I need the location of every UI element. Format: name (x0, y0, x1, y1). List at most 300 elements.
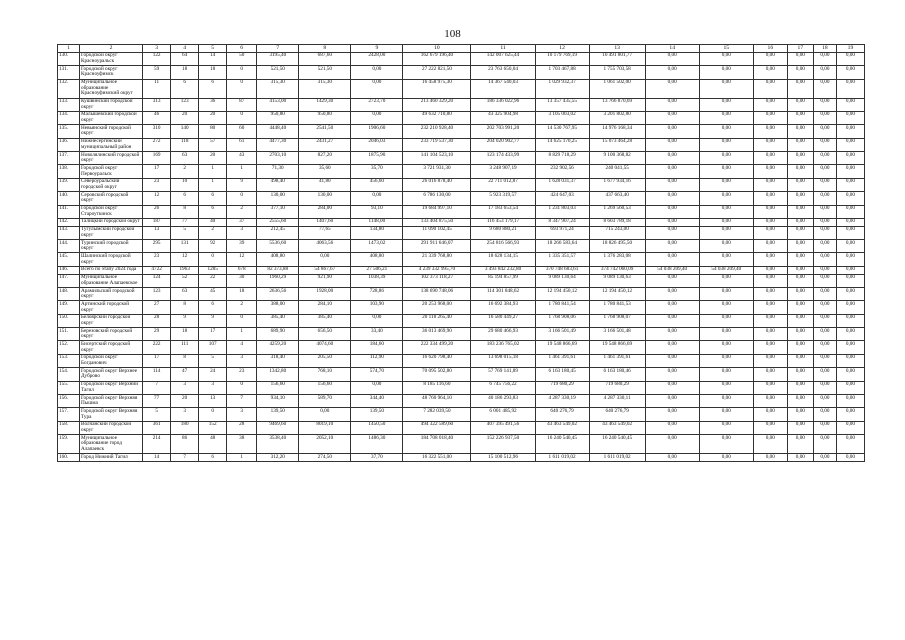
table-cell: 0,00 (813, 240, 836, 253)
table-cell: 0,00 (645, 192, 699, 205)
header-cell: 7 (257, 45, 299, 53)
table-cell: 16 240 540,45 (589, 435, 645, 454)
table-cell: 43 325 904,98 (471, 111, 535, 124)
header-cell: 17 (787, 45, 813, 53)
table-cell: 0,00 (836, 226, 864, 239)
table-cell: 0,00 (813, 301, 836, 314)
municipality-name: Бисертский городской округ (80, 341, 143, 354)
header-cell: 16 (753, 45, 787, 53)
row-number: 139. (58, 178, 80, 191)
table-cell: 715 243,00 (589, 226, 645, 239)
table-row (58, 79, 865, 98)
table-cell: 232 902,56 (535, 165, 589, 178)
header-cell: 4 (171, 45, 199, 53)
table-cell: 5 923 319,57 (471, 192, 535, 205)
table-cell: 0,00 (813, 454, 836, 462)
table-cell: 521,50 (299, 66, 351, 79)
table-cell: 17 (199, 328, 227, 341)
table-cell: 0,00 (699, 408, 753, 421)
table-cell: 4477,30 (257, 138, 299, 151)
table-cell: 0,00 (836, 165, 864, 178)
table-cell: 0,00 (813, 79, 836, 98)
table-cell: 1875,90 (351, 152, 403, 165)
table-cell: 0 (227, 314, 257, 327)
table-row (58, 152, 865, 165)
table-cell: 11 090 102,45 (403, 226, 471, 239)
table-cell: 254 816 566,93 (471, 240, 535, 253)
table-row (58, 381, 865, 394)
header-cell: 5 (199, 45, 227, 53)
table-cell: 214 (143, 435, 171, 454)
table-cell: 107 (199, 341, 227, 354)
table-cell: 0,00 (753, 381, 787, 394)
table-cell: 0,00 (787, 301, 813, 314)
table-cell: 3 493 842 232,80 (471, 266, 535, 274)
municipality-name: Городской округ Верхняя Тура (80, 408, 143, 421)
table-cell: 0,00 (299, 253, 351, 266)
table-cell: 48 (199, 435, 227, 454)
table-cell: 142 007 625,44 (471, 52, 535, 65)
header-cell: 9 (351, 45, 403, 53)
municipality-name: Муниципальное образование город Алапаевск (80, 435, 143, 454)
table-cell: 29 680 466,93 (471, 328, 535, 341)
table-cell: 8 603 789,18 (589, 218, 645, 226)
table-cell: 134,80 (351, 226, 403, 239)
table-cell: 14 (199, 52, 227, 65)
table-cell: 8 185 116,60 (403, 381, 471, 394)
table-cell: 0,00 (645, 178, 699, 191)
table-cell: 0,00 (787, 205, 813, 218)
table-cell: 0,00 (836, 66, 864, 79)
municipality-name: Артинский городской округ (80, 301, 143, 314)
table-cell: 0,00 (813, 226, 836, 239)
table-cell: 312,20 (257, 454, 299, 462)
table-cell: 0,00 (787, 125, 813, 138)
table-cell: 2703,10 (257, 152, 299, 165)
table-cell: 0,00 (645, 66, 699, 79)
table-cell: 0,00 (753, 165, 787, 178)
table-cell: 0,00 (836, 394, 864, 407)
table-cell: 213 460 329,20 (403, 98, 471, 111)
table-cell: 92 (199, 240, 227, 253)
table-cell: 130,00 (257, 192, 299, 205)
table-cell: 0,00 (699, 240, 753, 253)
row-number: 148. (58, 287, 80, 300)
page-number: 108 (444, 28, 461, 40)
table-cell: 0,00 (787, 354, 813, 367)
table-cell: 0,00 (753, 79, 787, 98)
table-cell: 13 (199, 394, 227, 407)
table-cell: 0,00 (645, 454, 699, 462)
table-cell: 0,00 (645, 98, 699, 111)
table-row (58, 138, 865, 151)
table-cell: 0,00 (813, 66, 836, 79)
municipality-name: Шалинский городской округ (80, 253, 143, 266)
table-cell: 0,00 (813, 125, 836, 138)
table-cell: 70 095 502,80 (403, 368, 471, 381)
table-cell: 152 (199, 421, 227, 434)
table-cell: 0,00 (813, 111, 836, 124)
table-cell: 3 (227, 408, 257, 421)
row-number: 147. (58, 274, 80, 287)
table-cell: 1407,60 (299, 218, 351, 226)
table-cell: 8 (171, 301, 199, 314)
table-cell: 6 (199, 301, 227, 314)
table-cell: 0,00 (753, 454, 787, 462)
municipality-name: Невьянский городской округ (80, 125, 143, 138)
table-cell: 693 971,24 (535, 226, 589, 239)
table-cell: 344,40 (351, 394, 403, 407)
municipality-name: Талицкий городской округ (80, 218, 143, 226)
table-cell: 47 (171, 368, 199, 381)
table-cell: 950,80 (299, 111, 351, 124)
table-cell: 1 780 841,54 (535, 301, 589, 314)
table-cell: 0,00 (836, 111, 864, 124)
table-cell: 186 336 022,96 (471, 98, 535, 111)
table-cell: 1960,29 (257, 274, 299, 287)
table-cell: 0,00 (787, 266, 813, 274)
row-number: 138. (58, 165, 80, 178)
table-row (58, 192, 865, 205)
table-cell: 0,00 (753, 435, 787, 454)
row-number: 153. (58, 354, 80, 367)
table-cell: 18 826 495,50 (589, 240, 645, 253)
table-cell: 4074,60 (299, 341, 351, 354)
table-row (58, 226, 865, 239)
table-cell: 0,00 (645, 328, 699, 341)
table-cell: 0,00 (645, 421, 699, 434)
table-cell: 4259,20 (257, 341, 299, 354)
table-cell: 13 (143, 226, 171, 239)
table-cell: 57 (199, 138, 227, 151)
table-cell: 40 (199, 218, 227, 226)
table-cell: 12 (143, 192, 171, 205)
table-cell: 0,00 (645, 205, 699, 218)
table-cell: 6 (171, 192, 199, 205)
table-cell: 0,00 (836, 152, 864, 165)
table-cell: 19 548 866,69 (589, 341, 645, 354)
table-cell: 0,00 (699, 253, 753, 266)
header-cell: 19 (836, 45, 864, 53)
table-cell: 26 016 878,40 (403, 178, 471, 191)
table-cell: 0,00 (813, 52, 836, 65)
table-cell: 9 680 880,21 (471, 226, 535, 239)
municipality-name: Муниципальное образование Красноуфимский округ (80, 79, 143, 98)
table-cell: 0,00 (813, 98, 836, 111)
table-cell: 0,00 (836, 79, 864, 98)
table-cell: 77 (171, 218, 199, 226)
table-cell: 0,00 (645, 165, 699, 178)
table-cell: 82 373,88 (257, 266, 299, 274)
table-cell: 0,00 (836, 178, 864, 191)
table-cell: 3538,40 (257, 435, 299, 454)
table-cell: 315,30 (299, 79, 351, 98)
table-cell: 2428,00 (351, 52, 403, 65)
table-row (58, 314, 865, 327)
table-cell: 0,00 (836, 266, 864, 274)
table-cell: 1429,30 (299, 98, 351, 111)
table-cell: 10 491 801,77 (589, 52, 645, 65)
table-cell: 0,00 (645, 354, 699, 367)
table-cell: 0,00 (699, 66, 753, 79)
table-cell: 0,00 (699, 125, 753, 138)
table-cell: 0,00 (699, 138, 753, 151)
header-cell: 10 (403, 45, 471, 53)
table-cell: 0 (227, 111, 257, 124)
table-cell: 24 (199, 368, 227, 381)
table-cell: 1 628 031,37 (535, 178, 589, 191)
table-cell: 1486,30 (351, 435, 403, 454)
table-cell: 0,00 (699, 192, 753, 205)
table-cell: 0,00 (787, 253, 813, 266)
table-cell: 30 (227, 274, 257, 287)
table-cell: 0,00 (753, 192, 787, 205)
table-cell: 0,00 (753, 394, 787, 407)
table-cell: 141 104 523,10 (403, 152, 471, 165)
table-cell: 950,80 (257, 111, 299, 124)
table-cell: 0,00 (699, 314, 753, 327)
table-cell: 0,00 (836, 98, 864, 111)
table-cell: 27 506,21 (351, 266, 403, 274)
table-cell: 0,00 (836, 240, 864, 253)
table-cell: 2541,50 (299, 125, 351, 138)
table-cell: 0,00 (753, 341, 787, 354)
table-cell: 0,00 (836, 52, 864, 65)
table-cell: 162 679 196,40 (403, 52, 471, 65)
table-cell: 0,00 (351, 111, 403, 124)
table-cell: 22 711 012,87 (471, 178, 535, 191)
table-cell: 1 335 351,57 (535, 253, 589, 266)
data-table (57, 44, 865, 462)
table-cell: 183 236 765,02 (471, 341, 535, 354)
table-cell: 1 (227, 328, 257, 341)
table-cell: 139,50 (351, 408, 403, 421)
table-cell: 0,00 (813, 165, 836, 178)
table-cell: 131 (171, 240, 199, 253)
table-cell: 0,00 (645, 287, 699, 300)
table-cell: 2046,03 (351, 138, 403, 151)
table-cell: 0,00 (787, 226, 813, 239)
table-cell: 0,00 (836, 381, 864, 394)
table-cell: 0,00 (645, 152, 699, 165)
table-cell: 1 611 019,02 (535, 454, 589, 462)
table-cell: 12 194 450,12 (535, 287, 589, 300)
table-cell: 212,45 (257, 226, 299, 239)
municipality-name: Городской округ Староуткинск (80, 205, 143, 218)
municipality-name: Туринский городской округ (80, 240, 143, 253)
table-cell: 6 001 485,92 (471, 408, 535, 421)
table-cell: 0,00 (836, 435, 864, 454)
table-cell: 152 226 937,50 (471, 435, 535, 454)
table-cell: 2 (171, 165, 199, 178)
table-cell: 0,00 (645, 274, 699, 287)
table-cell: 3 (227, 354, 257, 367)
row-number: 133. (58, 98, 80, 111)
table-cell: 12 194 450,12 (589, 287, 645, 300)
table-cell: 1450,50 (351, 421, 403, 434)
table-cell: 8 (171, 205, 199, 218)
table-cell: 5 (199, 354, 227, 367)
table-cell: 284,10 (299, 301, 351, 314)
table-cell: 0,00 (787, 165, 813, 178)
table-cell: 1 677 934,16 (589, 178, 645, 191)
table-cell: 233 719 537,30 (403, 138, 471, 151)
table-cell: 0,00 (645, 435, 699, 454)
header-cell: 12 (535, 45, 589, 53)
municipality-name: Серовский городской округ (80, 192, 143, 205)
table-cell: 14 625 170,25 (535, 138, 589, 151)
table-cell: 2 (227, 205, 257, 218)
table-cell: 0,00 (836, 454, 864, 462)
table-cell: 4722 (143, 266, 171, 274)
table-cell: 574,70 (351, 368, 403, 381)
municipality-name: Городской округ Верхняя Пышма (80, 394, 143, 407)
municipality-name: Городской округ Верхний Тагил (80, 381, 143, 394)
table-cell: 1928,00 (299, 287, 351, 300)
municipality-name: Городской округ Первоуральск (80, 165, 143, 178)
table-cell: 0 (227, 66, 257, 79)
table-cell: 0,00 (699, 98, 753, 111)
table-cell: 284,00 (299, 205, 351, 218)
table-cell: 1342,80 (257, 368, 299, 381)
table-cell: 14 (143, 454, 171, 462)
table-cell: 0,00 (836, 421, 864, 434)
table-cell: 49 632 710,80 (403, 111, 471, 124)
table-cell: 0,00 (645, 381, 699, 394)
table-cell: 77 (143, 394, 171, 407)
row-number: 144. (58, 240, 80, 253)
table-cell: 0,00 (645, 408, 699, 421)
table-cell: 85 194 857,99 (471, 274, 535, 287)
table-cell: 521,50 (257, 66, 299, 79)
table-cell: 112,90 (351, 354, 403, 367)
table-cell: 0,00 (836, 287, 864, 300)
table-cell: 204 020 902,77 (471, 138, 535, 151)
table-cell: 377,10 (257, 205, 299, 218)
table-cell: 240 041,55 (589, 165, 645, 178)
table-cell: 640 276,79 (535, 408, 589, 421)
table-cell: 0,00 (699, 381, 753, 394)
table-cell: 0,00 (753, 287, 787, 300)
table-cell: 50 (227, 52, 257, 65)
table-cell: 0,00 (813, 394, 836, 407)
table-cell: 0,00 (813, 421, 836, 434)
municipality-name: Кушвинский городской округ (80, 98, 143, 111)
row-number: 154. (58, 368, 80, 381)
table-cell: 768,10 (299, 368, 351, 381)
table-cell: 1 611 019,02 (589, 454, 645, 462)
header-cell: 6 (227, 45, 257, 53)
table-cell: 0,00 (836, 314, 864, 327)
table-row (58, 301, 865, 314)
municipality-name: Малышевский городской округ (80, 111, 143, 124)
municipality-name: Городской округ Красноуральск (80, 52, 143, 65)
table-cell: 43 (227, 152, 257, 165)
table-cell: 23 (143, 178, 171, 191)
table-row (58, 205, 865, 218)
table-cell: 0,00 (645, 394, 699, 407)
table-row (58, 111, 865, 124)
table-cell: 20 (171, 394, 199, 407)
table-cell: 10 (171, 178, 199, 191)
table-cell: 64 (171, 52, 199, 65)
row-number: 155. (58, 381, 80, 394)
table-cell: 15 100 512,96 (471, 454, 535, 462)
table-cell: 272 (143, 138, 171, 151)
table-cell: 0,00 (787, 381, 813, 394)
table-cell: 315,30 (257, 79, 299, 98)
table-cell: 169 (143, 152, 171, 165)
table-cell: 1 755 703,58 (589, 66, 645, 79)
table-cell: 0,00 (787, 52, 813, 65)
row-number: 140. (58, 192, 80, 205)
table-cell: 0,00 (813, 328, 836, 341)
table-cell: 3 105 003,02 (535, 111, 589, 124)
table-cell: 222 (143, 341, 171, 354)
table-cell: 14 367 540,03 (471, 79, 535, 98)
table-cell: 0,00 (836, 328, 864, 341)
table-cell: 424 647,03 (535, 192, 589, 205)
municipality-name: Город Нижний Тагил (80, 454, 143, 462)
table-row (58, 454, 865, 462)
table-cell: 3195,40 (257, 52, 299, 65)
table-cell: 6 (171, 79, 199, 98)
table-cell: 35,60 (299, 165, 351, 178)
row-number: 143. (58, 226, 80, 239)
table-cell: 318,40 (257, 354, 299, 367)
table-cell: 133 404 875,50 (403, 218, 471, 226)
table-cell: 48 760 964,10 (403, 394, 471, 407)
table-cell: 0,00 (699, 218, 753, 226)
table-cell: 689,90 (257, 328, 299, 341)
table-cell: 0,00 (813, 408, 836, 421)
table-cell: 0 (199, 408, 227, 421)
table-cell: 0,00 (813, 354, 836, 367)
table-cell: 2052,10 (299, 435, 351, 454)
table-cell: 20 (199, 111, 227, 124)
header-cell: 18 (813, 45, 836, 53)
table-cell: 0,00 (836, 125, 864, 138)
municipality-name: Нижнесергинский муниципальный район (80, 138, 143, 151)
table-cell: 1 461 391,61 (589, 354, 645, 367)
table-cell: 0,00 (813, 253, 836, 266)
table-cell: 19 548 866,69 (535, 341, 589, 354)
table-cell: 1 029 932,37 (535, 79, 589, 98)
table-cell: 8 347 907,24 (535, 218, 589, 226)
table-cell: 80 (199, 125, 227, 138)
table-cell: 0,00 (753, 354, 787, 367)
table-cell: 16 458 975,30 (403, 79, 471, 98)
table-cell: 54 038 209,40 (645, 266, 699, 274)
table-cell: 124 (143, 274, 171, 287)
table-cell: 17 (143, 354, 171, 367)
table-cell: 0,00 (753, 218, 787, 226)
table-cell: 0,00 (836, 253, 864, 266)
table-cell: 0,00 (645, 52, 699, 65)
table-row (58, 421, 865, 434)
table-cell: 0,00 (753, 66, 787, 79)
municipality-name: Белоярский городской округ (80, 314, 143, 327)
table-cell: 3 (199, 381, 227, 394)
table-cell: 0,00 (787, 394, 813, 407)
municipality-name: Арамильский городской округ (80, 287, 143, 300)
municipality-name: Городской округ Верхнее Дуброво (80, 368, 143, 381)
table-cell: 0,00 (699, 152, 753, 165)
table-cell: 0,00 (787, 421, 813, 434)
table-cell: 385,40 (257, 314, 299, 327)
row-number: 151. (58, 328, 80, 341)
table-row (58, 368, 865, 381)
